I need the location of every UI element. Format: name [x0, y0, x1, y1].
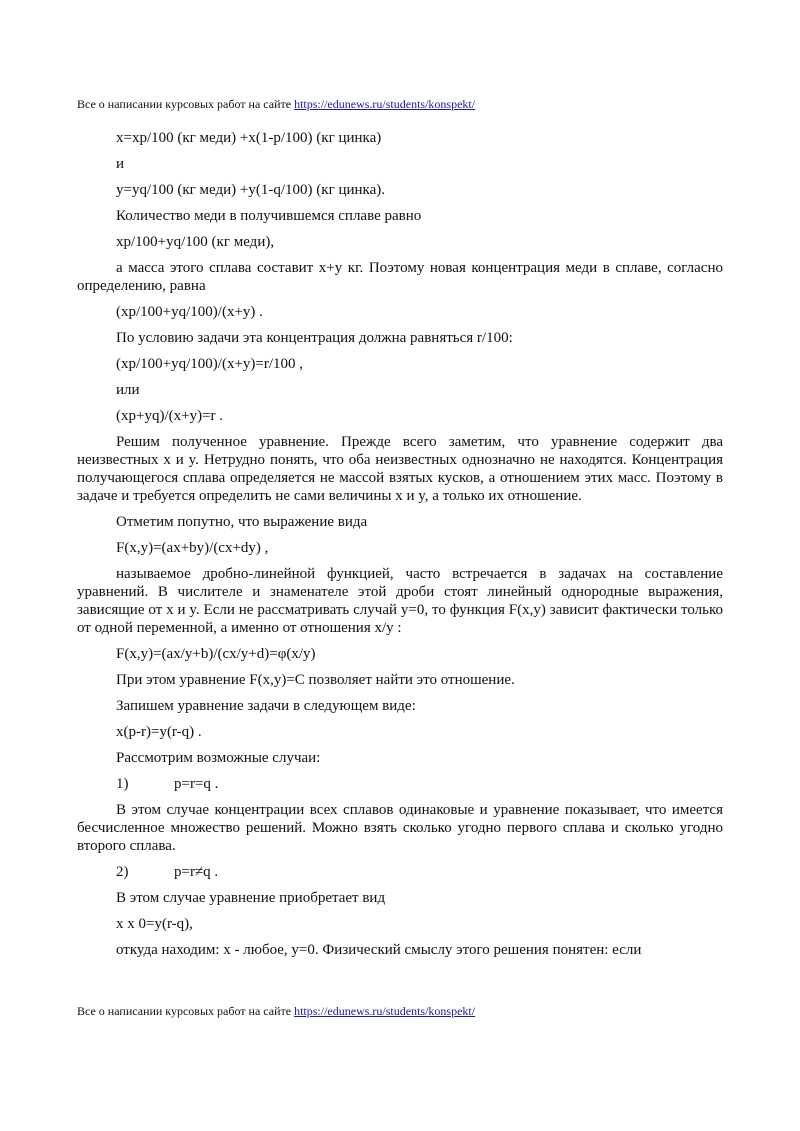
phi-formula: F(x,y)=(ax/y+b)/(cx/y+d)=φ(x/y)	[116, 646, 316, 662]
paragraph-fractional: называемое дробно-линейной функцией, часто встречается в задачах на составление уравнений. В числителе и знаменателе этой дроби стоят линейный однородные выражения, зависящие от x и y. Если не рассматривать случай y=0, то функция F(x,y) зависит фактически только от одной переменной, а именно от отношения x/y :	[77, 566, 723, 636]
rewritten-equation: x(p-r)=y(r-q) .	[116, 724, 202, 740]
case-1-formula: p=r=q .	[174, 776, 219, 792]
header-text: Все о написании курсовых работ на сайте	[77, 97, 295, 111]
rewrite-text: Запишем уравнение задачи в следующем виде:	[116, 698, 416, 714]
paragraph-case-2: откуда находим: x - любое, y=0. Физический смыслу этого решения понятен: если	[116, 942, 642, 958]
case-1	[77, 775, 723, 793]
case-2-number: 2)	[116, 864, 129, 880]
copper-amount-formula: xp/100+yq/100 (кг меди),	[116, 234, 275, 250]
case-2-text: В этом случае уравнение приобретает вид	[116, 890, 386, 906]
case-2	[77, 863, 723, 881]
copper-amount-text: Количество меди в получившемся сплаве равно	[116, 208, 422, 224]
case-2-formula: p=r≠q .	[174, 864, 219, 880]
case-2-equation: x x 0=y(r-q),	[116, 916, 193, 932]
case-1-number: 1)	[116, 776, 129, 792]
simplified-formula: (xp+yq)/(x+y)=r .	[116, 408, 224, 424]
word-and: и	[116, 156, 125, 172]
formula-y: y=yq/100 (кг меди) +y(1-q/100) (кг цинка).	[116, 182, 386, 198]
condition-text: По условию задачи эта концентрация должна равняться r/100:	[116, 330, 513, 346]
paragraph-solve: Решим полученное уравнение. Прежде всего заметим, что уравнение содержит два неизвестных x и y. Нетрудно понять, что оба неизвестных однозначно не находятся. Концентрация получающегося сплава определяется не массой взятых кусков, а отношением этих масс. Поэтому в задаче и требуется определить не сами величины x и y, а только их отношение.	[77, 434, 723, 504]
expression-intro: Отметим попутно, что выражение вида	[116, 514, 368, 530]
cases-intro: Рассмотрим возможные случаи:	[116, 750, 321, 766]
page-header	[77, 97, 475, 112]
fractional-function-formula: F(x,y)=(ax+by)/(cx+dy) ,	[116, 540, 269, 556]
page-footer	[77, 1004, 475, 1019]
word-or: или	[116, 382, 140, 398]
concentration-formula: (xp/100+yq/100)/(x+y) .	[116, 304, 263, 320]
footer-link[interactable]: https://edunews.ru/students/konspekt/	[294, 1004, 476, 1018]
footer-text: Все о написании курсовых работ на сайте	[77, 1004, 295, 1018]
formula-x: x=xp/100 (кг меди) +x(1-p/100) (кг цинка)	[116, 130, 382, 146]
header-link[interactable]: https://edunews.ru/students/konspekt/	[294, 97, 476, 111]
equation-note: При этом уравнение F(x,y)=C позволяет найти это отношение.	[116, 672, 515, 688]
paragraph-case-1: В этом случае концентрации всех сплавов одинаковые и уравнение показывает, что имеется бесчисленное множество решений. Можно взять сколько угодно первого сплава и сколько угодно второго сплава.	[77, 802, 723, 854]
document-body	[77, 129, 723, 959]
condition-formula: (xp/100+yq/100)/(x+y)=r/100 ,	[116, 356, 304, 372]
paragraph-mass: а масса этого сплава составит x+y кг. Поэтому новая концентрация меди в сплаве, согласно определению, равна	[77, 260, 723, 294]
